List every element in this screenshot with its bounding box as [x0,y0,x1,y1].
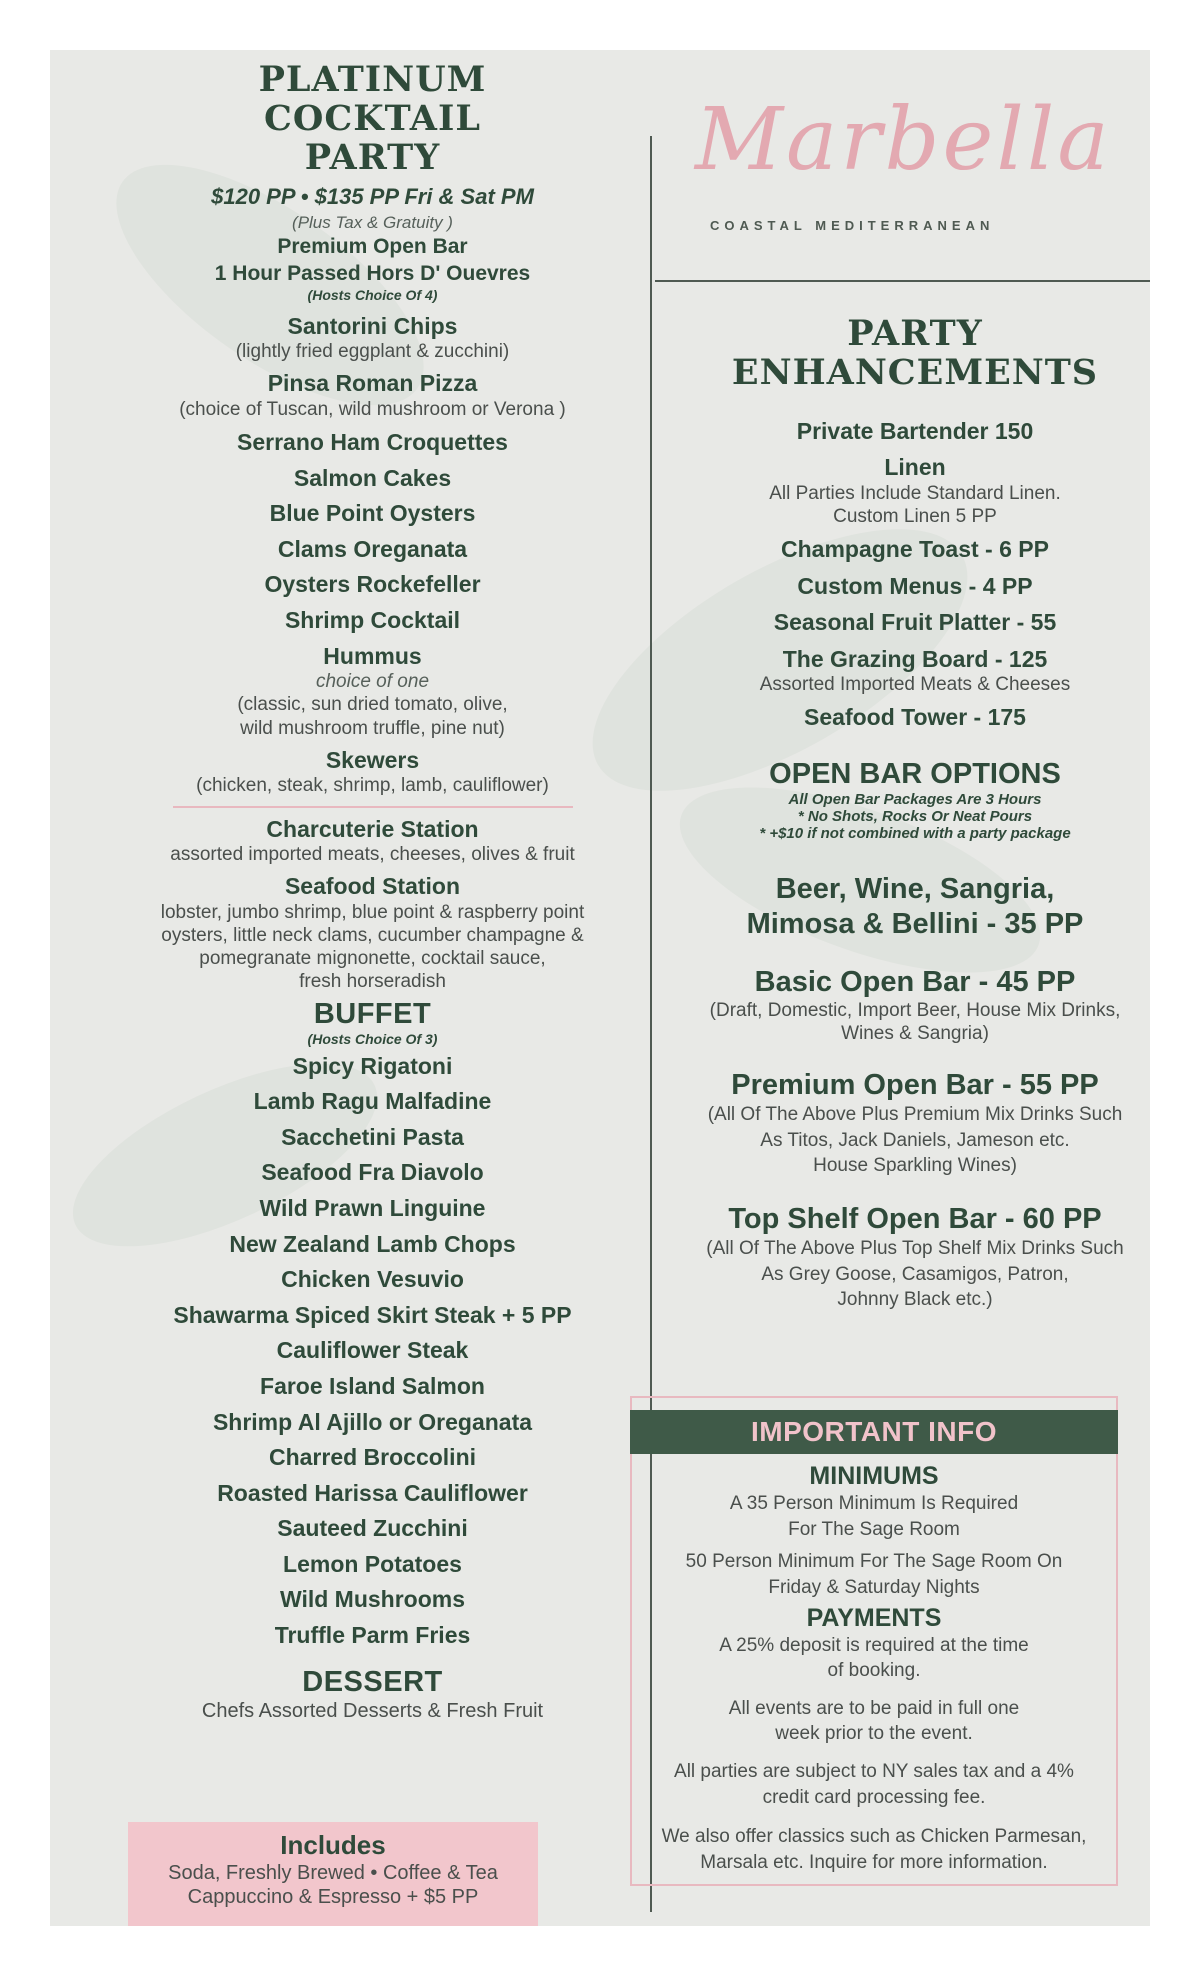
info-line: All parties are subject to NY sales tax and a 4% [674,1761,1074,1783]
logo-wordmark: Marbella [695,90,1112,190]
enhancements-column [665,50,1150,1313]
menu-item-name: Clams Oreganata [277,535,468,562]
price: $120 PP • $135 PP Fri & Sat PM [211,183,534,209]
buffet-list [110,1053,635,1650]
info-line: of booking. [827,1660,921,1682]
seafood-station-desc: fresh horseradish [299,971,446,993]
buffet-item: Seafood Fra Diavolo [261,1159,484,1186]
seafood-station-name: Seafood Station [284,873,461,900]
hummus-choice: choice of one [315,671,430,693]
buffet-item: Roasted Harissa Cauliflower [217,1479,528,1506]
buffet-item: Spicy Rigatoni [292,1052,453,1079]
info-line: A 25% deposit is required at the time [719,1634,1029,1656]
enhancement-desc: All Parties Include Standard Linen. [769,482,1061,504]
enhancement-item: Champagne Toast - 6 PP [781,535,1049,562]
open-bar-note: * No Shots, Rocks Or Neat Pours [797,808,1033,826]
menu-item-name: Pinsa Roman Pizza [267,370,478,397]
package-desc: House Sparkling Wines) [813,1155,1017,1177]
includes-line: Soda, Freshly Brewed • Coffee & Tea [168,1862,498,1884]
basic-open-bar: Basic Open Bar - 45 PP [754,965,1076,998]
buffet-item: Sacchetini Pasta [281,1123,464,1150]
menu-item-name: Serrano Ham Croquettes [237,429,508,456]
package-desc: (All Of The Above Plus Premium Mix Drinks Such [707,1103,1123,1125]
dessert-desc: Chefs Assorted Desserts & Fresh Fruit [201,1699,544,1722]
hummus-desc: (classic, sun dried tomato, olive, [237,694,508,716]
menu-item-name: Santorini Chips [287,312,458,339]
buffet-item: Wild Prawn Linguine [259,1194,486,1221]
package-desc: Johnny Black etc.) [837,1289,993,1311]
enhancement-desc: Assorted Imported Meats & Cheeses [759,674,1071,696]
info-line: credit card processing fee. [762,1786,986,1808]
charcuterie-name: Charcuterie Station [266,815,479,842]
buffet-title: BUFFET [313,997,432,1030]
enhancement-item: Seafood Tower - 175 [804,704,1026,731]
skewers-name: Skewers [325,746,420,773]
enhancement-item: Private Bartender 150 [796,418,1034,445]
buffet-item: Sauteed Zucchini [277,1515,468,1542]
minimums-title: MINIMUMS [809,1462,939,1490]
buffet-item: Cauliflower Steak [276,1337,469,1364]
top-shelf-open-bar: Top Shelf Open Bar - 60 PP [728,1202,1102,1235]
package-desc: As Grey Goose, Casamigos, Patron, [761,1263,1069,1285]
hors-line: 1 Hour Passed Hors D' Ouevres [214,261,531,285]
buffet-item: Chicken Vesuvio [281,1266,464,1293]
info-line: 50 Person Minimum For The Sage Room On [685,1551,1063,1573]
includes-title: Includes [280,1830,386,1860]
menu-item-name: Shrimp Cocktail [284,607,461,634]
info-line: Marsala etc. Inquire for more information. [700,1852,1048,1874]
package-line: Beer, Wine, Sangria, [775,873,1055,906]
info-line: All events are to be paid in full one [728,1697,1020,1719]
buffet-item: Shawarma Spiced Skirt Steak + 5 PP [173,1301,572,1328]
logo-tagline: COASTAL MEDITERRANEAN [710,218,995,233]
payments-title: PAYMENTS [806,1603,942,1632]
buffet-item: New Zealand Lamb Chops [229,1230,516,1257]
info-line: For The Sage Room [788,1518,960,1540]
beer-wine-package [665,872,1150,942]
hors-list [110,313,635,994]
buffet-item: Lamb Ragu Malfadine [253,1088,492,1115]
package-desc: Wines & Sangria) [841,1022,989,1044]
important-info-body [630,1462,1118,1876]
package-desc: As Titos, Jack Daniels, Jameson etc. [760,1129,1070,1151]
info-line: Friday & Saturday Nights [768,1576,980,1598]
seafood-station-desc: pomegranate mignonette, cocktail sauce, [199,948,546,970]
menu-item-name: Salmon Cakes [293,464,452,491]
enhancement-item: Seasonal Fruit Platter - 55 [773,609,1057,636]
enhancement-item: The Grazing Board - 125 [782,645,1048,672]
title-line: PARTY [847,313,983,354]
seafood-station-desc: oysters, little neck clams, cucumber champagne & [161,925,584,947]
enhancement-item: Custom Menus - 4 PP [797,572,1033,599]
platinum-cocktail-party-column [110,50,635,1723]
info-line: We also offer classics such as Chicken Parmesan, [661,1826,1087,1848]
pink-divider [173,806,573,808]
hummus-name: Hummus [323,642,422,669]
hummus-desc: wild mushroom truffle, pine nut) [240,717,505,739]
enhancement-desc: Custom Linen 5 PP [833,505,997,527]
hosts-choice-note: (Hosts Choice Of 4) [307,286,438,303]
buffet-item: Charred Broccolini [268,1444,477,1471]
menu-sheet [50,50,1150,1926]
dessert-title: DESSERT [302,1665,443,1698]
charcuterie-desc: assorted imported meats, cheeses, olives & fruit [170,844,575,866]
buffet-item: Truffle Parm Fries [274,1622,471,1649]
menu-item-desc: (choice of Tuscan, wild mushroom or Verona ) [179,398,566,420]
buffet-item: Lemon Potatoes [283,1550,462,1577]
menu-item-name: Oysters Rockefeller [264,571,481,598]
title-line: ENHANCEMENTS [731,352,1099,394]
open-bar-note: All Open Bar Packages Are 3 Hours [788,791,1042,809]
title-line: PLATINUM [258,59,487,100]
enhancement-item: Linen [884,453,946,480]
buffet-item: Faroe Island Salmon [260,1372,485,1399]
enhancements-title [665,314,1150,392]
buffet-note: (Hosts Choice Of 3) [307,1030,438,1047]
page-title [110,60,635,178]
important-info-header: IMPORTANT INFO [630,1410,1118,1454]
open-bar-note: * +$10 if not combined with a party package [759,825,1071,843]
open-bar-title: OPEN BAR OPTIONS [769,758,1061,791]
logo [665,50,1150,290]
skewers-desc: (chicken, steak, shrimp, lamb, cauliflower) [196,775,549,797]
info-line: A 35 Person Minimum Is Required [729,1493,1019,1514]
open-bar-line: Premium Open Bar [277,234,468,258]
package-desc: (Draft, Domestic, Import Beer, House Mix Drinks, [709,999,1121,1021]
title-line: PARTY [304,137,441,179]
menu-item-desc: (lightly fried eggplant & zucchini) [235,341,510,363]
package-desc: (All Of The Above Plus Top Shelf Mix Drinks Such [706,1237,1124,1259]
buffet-item: Wild Mushrooms [279,1586,466,1613]
package-line: Mimosa & Bellini - 35 PP [746,907,1084,940]
tax-note: (Plus Tax & Gratuity ) [292,212,453,232]
premium-open-bar: Premium Open Bar - 55 PP [731,1068,1099,1101]
title-line: COCKTAIL [264,98,481,140]
menu-item-name: Blue Point Oysters [269,500,476,527]
includes-box [128,1822,538,1926]
buffet-item: Shrimp Al Ajillo or Oreganata [212,1408,533,1435]
seafood-station-desc: lobster, jumbo shrimp, blue point & raspberry point [160,901,585,923]
info-line: week prior to the event. [775,1723,973,1745]
includes-line: Cappuccino & Espresso + $5 PP [187,1886,479,1909]
